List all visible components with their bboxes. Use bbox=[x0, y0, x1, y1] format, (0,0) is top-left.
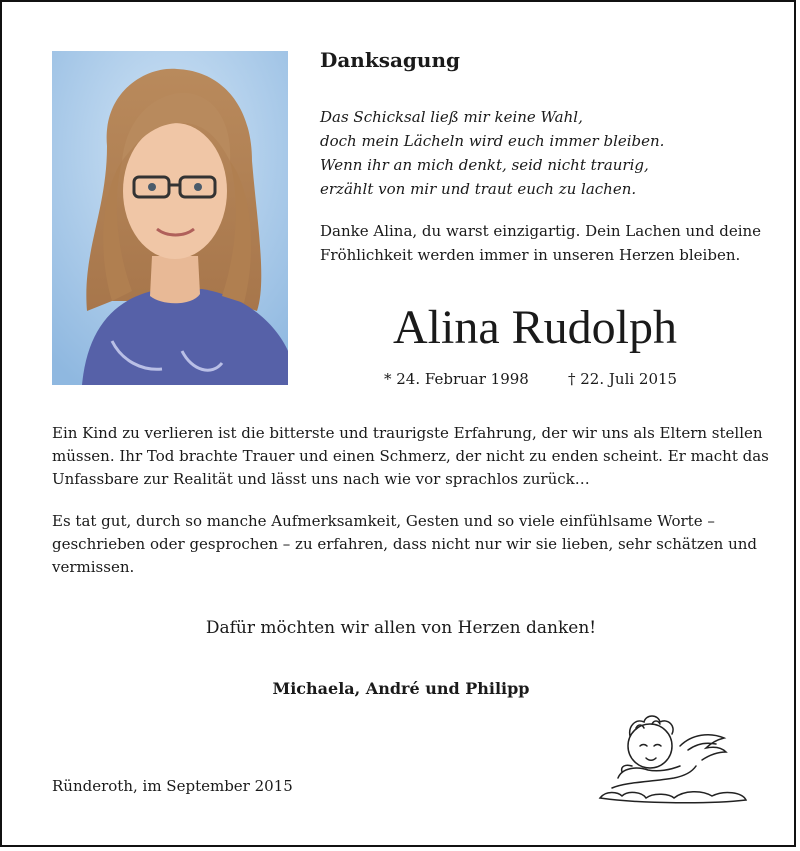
paragraph-line: vermissen. bbox=[52, 558, 135, 576]
thanks-line: Danke Alina, du warst einzigartig. Dein Lachen und deine bbox=[320, 222, 762, 240]
death-date: † 22. Juli 2015 bbox=[568, 370, 678, 388]
paragraph-line: Unfassbare zur Realität und lässt uns nach wie vor sprachlos zurück… bbox=[52, 470, 590, 488]
portrait-photo bbox=[52, 51, 288, 385]
poem bbox=[320, 105, 664, 201]
thanks-line: Fröhlichkeit werden immer in unseren Herzen bleiben. bbox=[320, 246, 741, 264]
paragraph-1 bbox=[52, 422, 769, 491]
poem-line: erzählt von mir und traut euch zu lachen. bbox=[320, 180, 637, 198]
place-date: Ründeroth, im September 2015 bbox=[52, 777, 293, 795]
birth-date: * 24. Februar 1998 bbox=[384, 370, 529, 388]
angel-icon bbox=[592, 706, 752, 806]
thanks-text bbox=[320, 219, 762, 267]
heading: Danksagung bbox=[320, 48, 460, 72]
deceased-name: Alina Rudolph bbox=[393, 301, 677, 354]
poem-line: Das Schicksal ließ mir keine Wahl, bbox=[320, 108, 583, 126]
poem-line: Wenn ihr an mich denkt, seid nicht traurig, bbox=[320, 156, 649, 174]
paragraph-line: müssen. Ihr Tod brachte Trauer und einen Schmerz, der nicht zu enden scheint. Er macht das bbox=[52, 447, 769, 465]
paragraph-line: geschrieben oder gesprochen – zu erfahren, dass nicht nur wir sie lieben, sehr schätzen und bbox=[52, 535, 758, 553]
closing-line: Dafür möchten wir allen von Herzen danken! bbox=[205, 618, 597, 638]
paragraph-line: Es tat gut, durch so manche Aufmerksamkeit, Gesten und so viele einfühlsame Worte – bbox=[52, 512, 715, 530]
poem-line: doch mein Lächeln wird euch immer bleiben. bbox=[320, 132, 665, 150]
paragraph-2 bbox=[52, 510, 758, 579]
signers: Michaela, André und Philipp bbox=[272, 679, 530, 698]
paragraph-line: Ein Kind zu verlieren ist die bitterste und traurigste Erfahrung, der wir uns als Eltern stellen bbox=[52, 424, 763, 442]
